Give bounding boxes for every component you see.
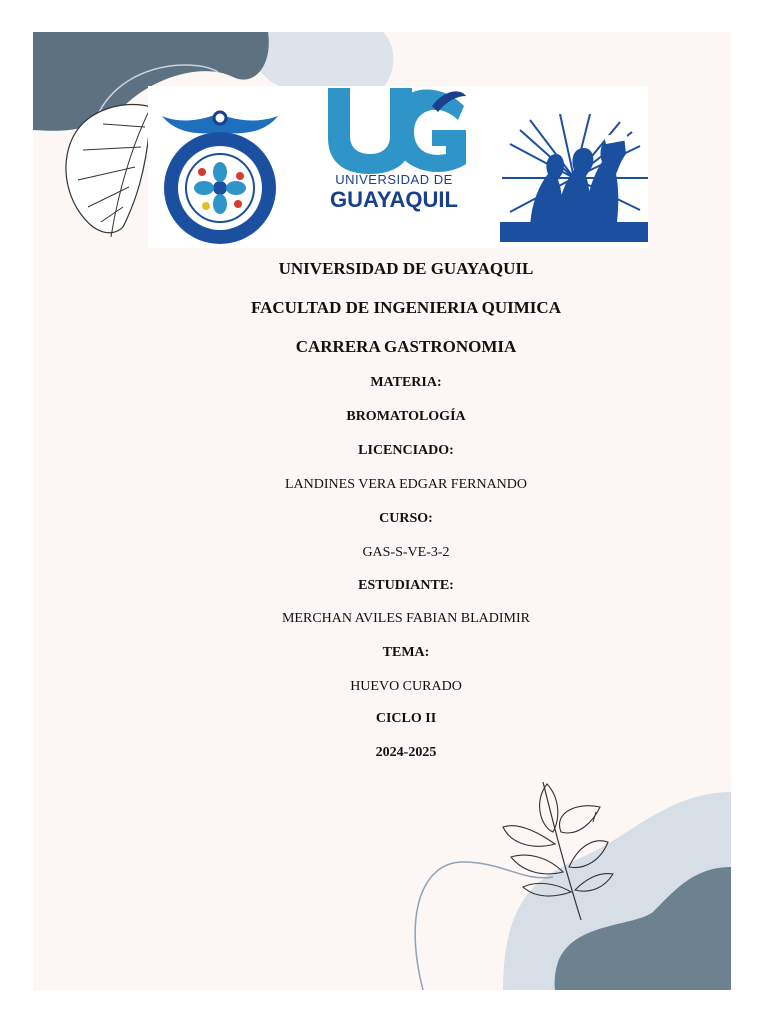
- subject-label: MATERIA:: [370, 375, 442, 390]
- faculty-name: FACULTAD DE INGENIERIA QUIMICA: [251, 298, 561, 317]
- ug-logo-line-2: GUAYAQUIL: [330, 187, 458, 212]
- faculty-seal-icon: [156, 106, 284, 246]
- ug-logo-line-1: UNIVERSIDAD DE: [335, 172, 453, 187]
- subject-value: BROMATOLOGÍA: [346, 409, 466, 424]
- course-label: CURSO:: [379, 511, 433, 526]
- student-label: ESTUDIANTE:: [358, 578, 454, 593]
- career-name: CARRERA GASTRONOMIA: [295, 337, 517, 356]
- topic-label: TEMA:: [382, 645, 430, 660]
- sun-profiles-icon: [500, 114, 648, 242]
- student-value: MERCHAN AVILES FABIAN BLADIMIR: [281, 611, 530, 626]
- university-name: UNIVERSIDAD DE GUAYAQUIL: [278, 259, 534, 278]
- cycle-label: CICLO II: [375, 711, 437, 726]
- logo-banner: [148, 86, 648, 248]
- course-value: GAS-S-VE-3-2: [362, 545, 450, 560]
- professor-label: LICENCIADO:: [358, 443, 454, 458]
- year-label: 2024-2025: [375, 745, 437, 760]
- topic-value: HUEVO CURADO: [350, 679, 462, 694]
- ug-university-logo: [320, 86, 468, 236]
- cover-page: [33, 32, 731, 990]
- professor-value: LANDINES VERA EDGAR FERNANDO: [284, 477, 528, 492]
